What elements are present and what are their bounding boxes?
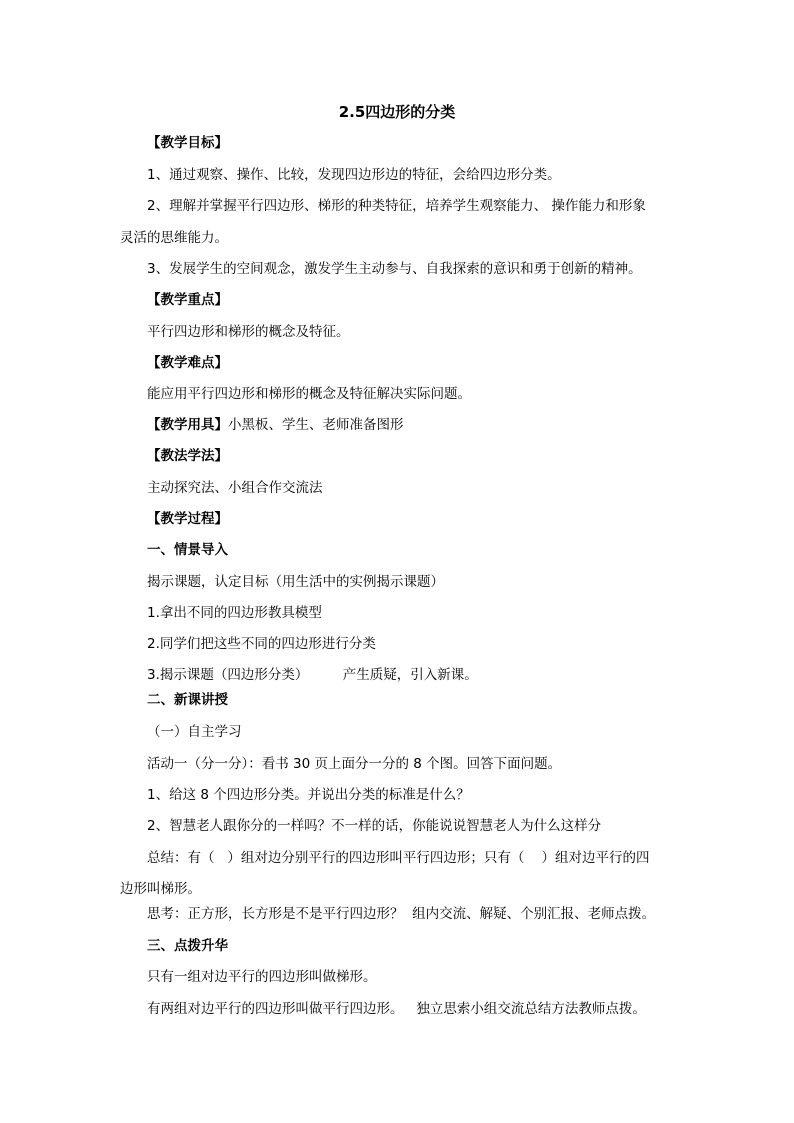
section-1-title: 一、情景导入	[147, 542, 228, 558]
section-2-subtitle: （一）自主学习	[147, 724, 242, 740]
section-2-summary-line-2: 边形叫梯形。	[120, 881, 201, 897]
document-title: 2.5四边形的分类	[338, 103, 456, 121]
teaching-tools-text: 小黑板、学生、老师准备图形	[228, 417, 404, 433]
goal-item-3: 3、发展学生的空间观念，激发学生主动参与、自我探索的意识和勇于创新的精神。	[147, 261, 642, 277]
section-1-item-1: 1.拿出不同的四边形教具模型	[147, 605, 322, 621]
goal-item-2-line-1: 2、理解并掌握平行四边形、梯形的种类特征，培养学生观察能力、 操作能力和形象	[147, 198, 646, 214]
section-1-intro: 揭示课题，认定目标（用生活中的实例揭示课题）	[147, 574, 444, 590]
heading-teaching-tools: 【教学用具】	[147, 417, 228, 433]
key-points-text: 平行四边形和梯形的概念及特征。	[147, 324, 350, 340]
section-2-think: 思考：正方形，长方形是不是平行四边形？ 组内交流、解疑、个别汇报、老师点拨。	[147, 906, 656, 922]
section-1-item-2: 2.同学们把这些不同的四边形进行分类	[147, 636, 376, 652]
heading-methods: 【教法学法】	[147, 448, 228, 464]
teaching-tools-row	[147, 415, 404, 435]
section-2-question-1: 1、给这 8 个四边形分类。并说出分类的标准是什么？	[147, 787, 470, 803]
section-3-line-1: 只有一组对边平行的四边形叫做梯形。	[147, 969, 377, 985]
section-2-title: 二、新课讲授	[147, 692, 228, 708]
heading-key-points: 【教学重点】	[147, 292, 228, 308]
section-3-title: 三、点拨升华	[147, 938, 228, 954]
heading-difficulties: 【教学难点】	[147, 355, 228, 371]
section-3-line-2: 有两组对边平行的四边形叫做平行四边形。 独立思索小组交流总结方法教师点拨。	[147, 1001, 646, 1017]
heading-teaching-process: 【教学过程】	[147, 511, 228, 527]
section-2-summary-line-1: 总结：有（ ）组对边分别平行的四边形叫平行四边形；只有（ ）组对边平行的四	[147, 850, 650, 866]
heading-teaching-goals: 【教学目标】	[147, 135, 228, 151]
difficulties-text: 能应用平行四边形和梯形的概念及特征解决实际问题。	[147, 386, 471, 402]
goal-item-2-line-2: 灵活的思维能力。	[120, 230, 228, 246]
section-2-question-2: 2、智慧老人跟你分的一样吗？不一样的话，你能说说智慧老人为什么这样分	[147, 818, 602, 834]
goal-item-1: 1、通过观察、操作、比较，发现四边形边的特征，会给四边形分类。	[147, 167, 561, 183]
methods-text: 主动探究法、小组合作交流法	[147, 480, 323, 496]
section-2-activity: 活动一（分一分）：看书 30 页上面分一分的 8 个图。回答下面问题。	[147, 756, 562, 772]
section-1-item-3: 3.揭示课题（四边形分类） 产生质疑，引入新课。	[147, 667, 478, 683]
